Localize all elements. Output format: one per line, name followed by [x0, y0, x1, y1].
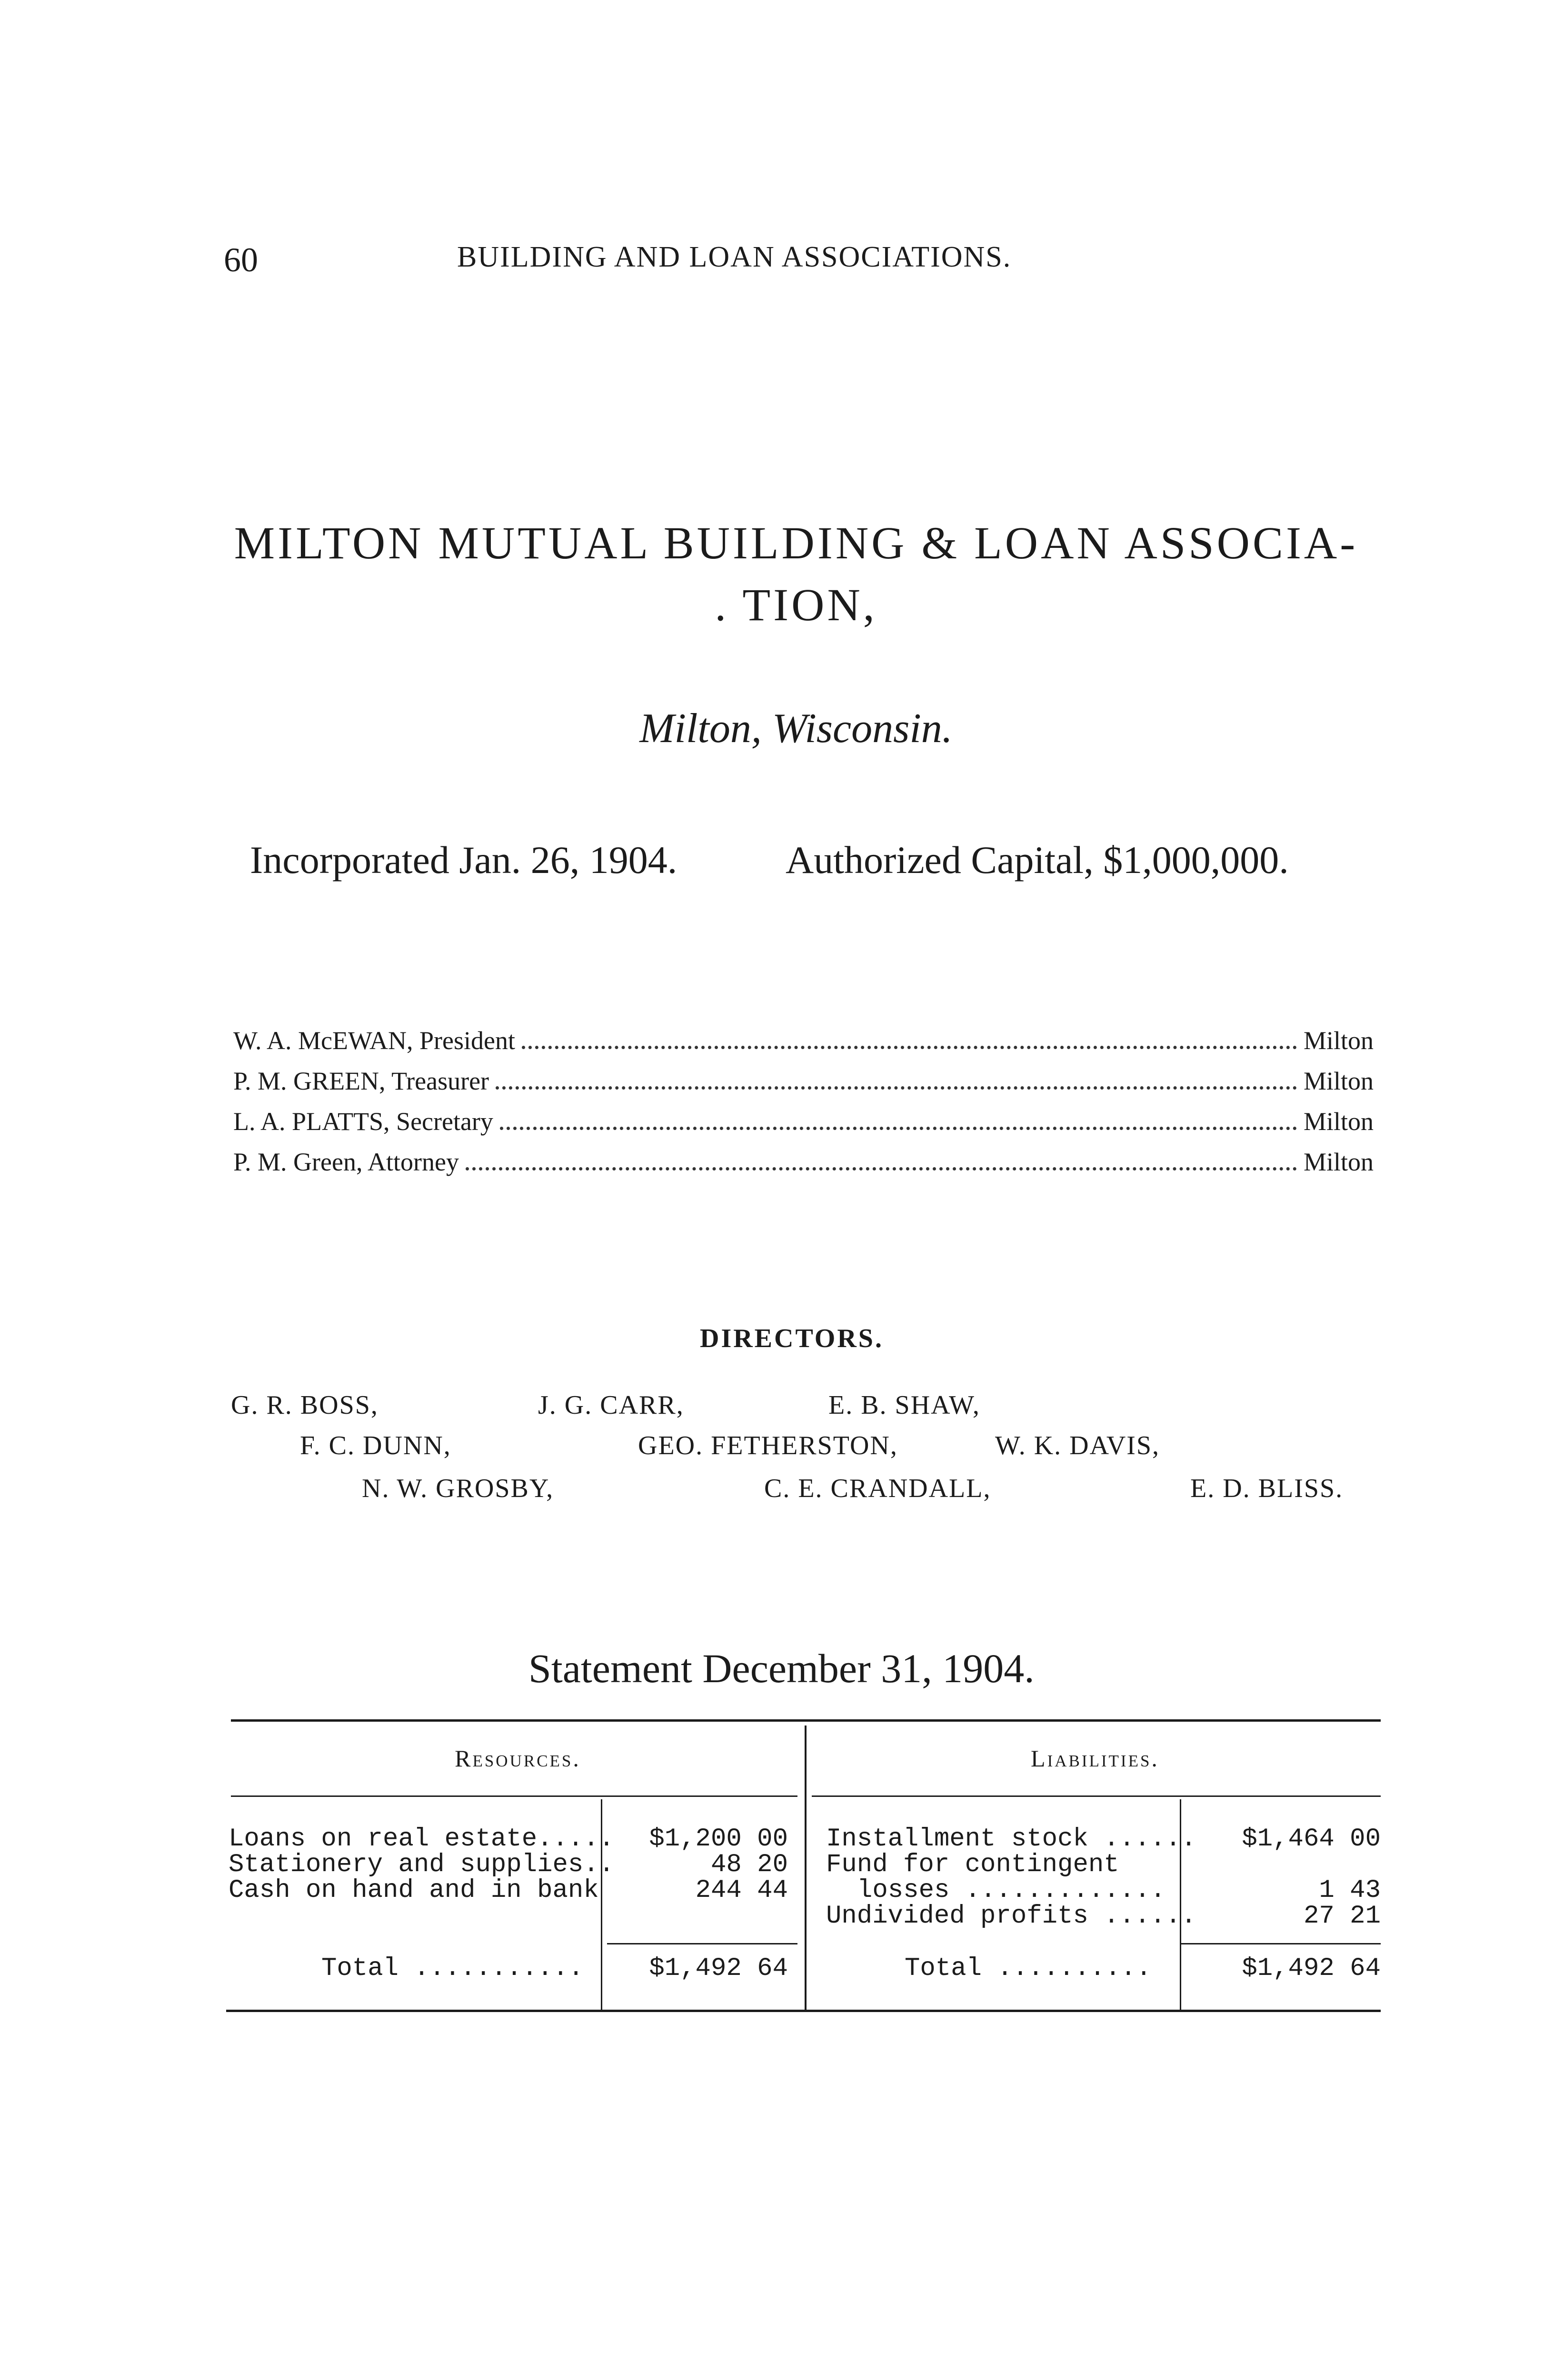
- officer-row: [233, 1066, 1374, 1107]
- officer-place: Milton: [1303, 1148, 1374, 1176]
- association-location: Milton, Wisconsin.: [639, 705, 953, 752]
- table-top-rule: [231, 1719, 1381, 1722]
- director-name: E. D. BLISS.: [1190, 1474, 1344, 1503]
- officer-name: P. M. GREEN, Treasurer: [233, 1067, 489, 1095]
- liabilities-heading: Liabilities.: [1031, 1745, 1159, 1772]
- officer-name: P. M. Green, Attorney: [233, 1148, 459, 1176]
- resource-label: Cash on hand and in bank: [229, 1876, 599, 1905]
- liability-amount: $1,464 00: [1242, 1825, 1381, 1854]
- officer-place: Milton: [1303, 1067, 1374, 1095]
- page-number: 60: [224, 241, 258, 279]
- resources-heading: Resources.: [455, 1745, 581, 1772]
- dot-leader: [496, 1086, 1297, 1090]
- authorized-capital: Authorized Capital, $1,000,000.: [786, 838, 1289, 882]
- liability-label: Fund for contingent: [826, 1850, 1119, 1879]
- officer-row: [233, 1147, 1374, 1188]
- dot-leader: [522, 1046, 1297, 1049]
- director-name: GEO. FETHERSTON,: [638, 1431, 898, 1460]
- liabilities-total-amount: $1,492 64: [1242, 1954, 1381, 1983]
- officer-place: Milton: [1303, 1026, 1374, 1055]
- table-header-rule-right: [812, 1795, 1381, 1797]
- resource-amount: $1,200 00: [649, 1825, 788, 1854]
- director-name: N. W. GROSBY,: [362, 1474, 554, 1503]
- liability-amount: 1 43: [1319, 1876, 1381, 1905]
- resources-total-rule: [607, 1943, 797, 1944]
- officer-place: Milton: [1303, 1107, 1374, 1136]
- officer-name: L. A. PLATTS, Secretary: [233, 1107, 493, 1136]
- director-name: C. E. CRANDALL,: [764, 1474, 991, 1503]
- resources-total-amount: $1,492 64: [649, 1954, 788, 1983]
- liabilities-total-label: Total ..........: [905, 1954, 1152, 1983]
- director-name: F. C. DUNN,: [300, 1431, 451, 1460]
- table-center-divider: [805, 1726, 807, 2010]
- association-name-line-2: . TION,: [715, 579, 877, 630]
- resource-amount: 244 44: [695, 1876, 788, 1905]
- director-name: W. K. DAVIS,: [995, 1431, 1160, 1460]
- association-name-line-1: MILTON MUTUAL BUILDING & LOAN ASSOCIA-: [234, 517, 1358, 568]
- table-bottom-rule: [226, 2010, 1381, 2012]
- officer-row: [233, 1026, 1374, 1066]
- dot-leader: [500, 1127, 1297, 1130]
- directors-heading: DIRECTORS.: [700, 1324, 884, 1353]
- dot-leader: [466, 1167, 1297, 1170]
- statement-title: Statement December 31, 1904.: [528, 1646, 1035, 1691]
- liabilities-total-rule: [1181, 1943, 1381, 1944]
- liability-amount: 27 21: [1303, 1902, 1381, 1931]
- liability-label: Undivided profits ......: [826, 1902, 1196, 1931]
- officer-name: W. A. McEWAN, President: [233, 1026, 515, 1055]
- resource-amount: 48 20: [710, 1850, 788, 1879]
- officers-list: [233, 1026, 1374, 1188]
- table-header-rule-left: [231, 1795, 797, 1797]
- liability-label: losses .............: [857, 1876, 1166, 1905]
- running-title: BUILDING AND LOAN ASSOCIATIONS.: [457, 241, 1012, 273]
- resource-label: Loans on real estate.....: [229, 1825, 615, 1854]
- director-name: E. B. SHAW,: [828, 1390, 980, 1420]
- officer-row: [233, 1107, 1374, 1147]
- liability-label: Installment stock ......: [826, 1825, 1196, 1854]
- resources-total-label: Total ...........: [321, 1954, 584, 1983]
- resource-label: Stationery and supplies..: [229, 1850, 615, 1879]
- director-name: J. G. CARR,: [538, 1390, 684, 1420]
- director-name: G. R. BOSS,: [231, 1390, 379, 1420]
- incorporation-date: Incorporated Jan. 26, 1904.: [250, 838, 677, 882]
